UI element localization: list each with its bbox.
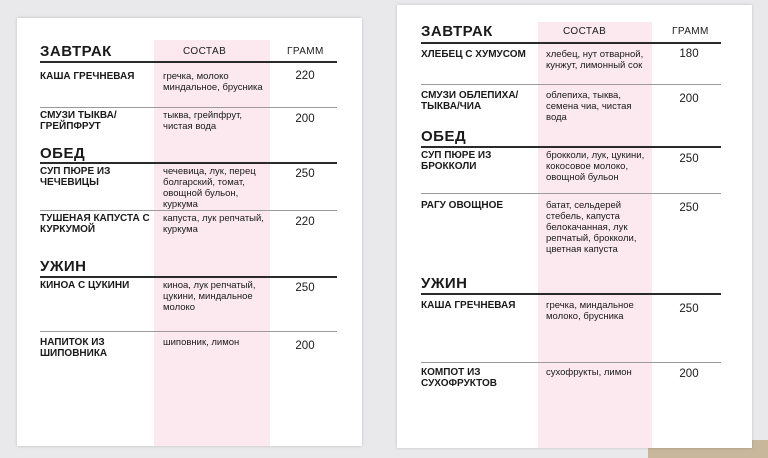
dish-grams: 220 (295, 70, 315, 82)
dish-name: РАГУ ОВОЩНОЕ (421, 200, 504, 211)
dish-grams: 250 (679, 153, 699, 165)
section-divider (421, 146, 721, 148)
dish-name: КОМПОТ ИЗ СУХОФРУКТОВ (421, 367, 498, 389)
section-divider (40, 276, 337, 278)
dish-ingredients: хлебец, нут отварной, кунжут, лимонный сок (546, 49, 644, 71)
row-divider (421, 84, 721, 85)
dish-ingredients: сухофрукты, лимон (546, 367, 632, 378)
header-ingredients: СОСТАВ (563, 26, 607, 37)
dish-name: ХЛЕБЕЦ С ХУМУСОМ (421, 49, 526, 60)
dish-ingredients: брокколи, лук, цукини, кокосовое молоко, овощной бульон (546, 150, 645, 183)
dish-grams: 200 (679, 368, 699, 380)
dish-name: СМУЗИ ТЫКВА/ ГРЕЙПФРУТ (40, 110, 117, 132)
dish-grams: 200 (295, 113, 315, 125)
dish-name: НАПИТОК ИЗ ШИПОВНИКА (40, 337, 108, 359)
dish-ingredients: капуста, лук репчатый, куркума (163, 213, 264, 235)
dish-grams: 250 (295, 282, 315, 294)
section-divider (40, 162, 337, 164)
section-divider (40, 61, 337, 63)
header-ingredients: СОСТАВ (183, 46, 227, 57)
dish-ingredients: гречка, молоко миндальное, брусника (163, 71, 263, 93)
dish-grams: 200 (679, 93, 699, 105)
dish-ingredients: киноа, лук репчатый, цукини, миндальное молоко (163, 280, 256, 313)
dish-grams: 220 (295, 216, 315, 228)
dish-name: СМУЗИ ОБЛЕПИХА/ ТЫКВА/ЧИА (421, 90, 519, 112)
dish-ingredients: чечевица, лук, перец болгарский, томат, овощной бульон, куркума (163, 166, 256, 210)
dish-ingredients: батат, сельдерей стебель, капуста белокачанная, лук репчатый, брокколи, цветная капуста (546, 200, 637, 255)
dish-grams: 200 (295, 340, 315, 352)
dish-ingredients: шиповник, лимон (163, 337, 240, 348)
dish-name: ТУШЕНАЯ КАПУСТА С КУРКУМОЙ (40, 213, 150, 235)
dish-name: КИНОА С ЦУКИНИ (40, 280, 130, 291)
row-divider (40, 210, 337, 211)
dish-ingredients: тыква, грейпфрут, чистая вода (163, 110, 243, 132)
section-title-lunch: ОБЕД (40, 145, 86, 162)
dish-name: КАША ГРЕЧНЕВАЯ (40, 71, 135, 82)
menu-page-right (397, 5, 752, 448)
header-grams: ГРАММ (287, 46, 324, 57)
dish-name: СУП ПЮРЕ ИЗ БРОККОЛИ (421, 150, 492, 172)
dish-name: КАША ГРЕЧНЕВАЯ (421, 300, 516, 311)
ingredients-column-highlight (154, 40, 270, 446)
dish-grams: 250 (679, 303, 699, 315)
section-title-lunch: ОБЕД (421, 128, 467, 145)
dish-ingredients: гречка, миндальное молоко, брусника (546, 300, 634, 322)
dish-name: СУП ПЮРЕ ИЗ ЧЕЧЕВИЦЫ (40, 166, 111, 188)
section-divider (421, 293, 721, 295)
row-divider (421, 362, 721, 363)
section-title-breakfast: ЗАВТРАК (421, 23, 493, 40)
section-title-dinner: УЖИН (40, 258, 87, 275)
section-title-breakfast: ЗАВТРАК (40, 43, 112, 60)
dish-grams: 250 (679, 202, 699, 214)
row-divider (40, 107, 337, 108)
row-divider (40, 331, 337, 332)
header-grams: ГРАММ (672, 26, 709, 37)
dish-grams: 250 (295, 168, 315, 180)
dish-ingredients: облепиха, тыква, семена чиа, чистая вода (546, 90, 632, 123)
dish-grams: 180 (679, 48, 699, 60)
row-divider (421, 193, 721, 194)
section-title-dinner: УЖИН (421, 275, 468, 292)
section-divider (421, 42, 721, 44)
menu-page-left (17, 18, 362, 446)
